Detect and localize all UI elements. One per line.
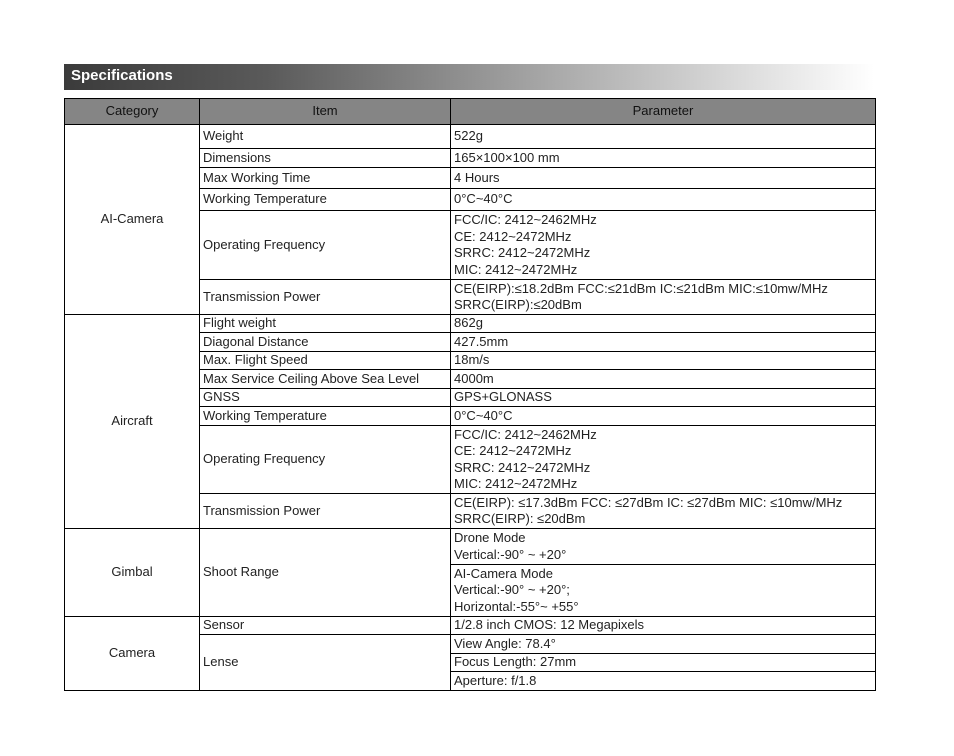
section-header-banner xyxy=(64,64,874,90)
column-header-parameter: Parameter xyxy=(451,99,876,125)
parameter-cell: 522g xyxy=(451,125,876,149)
parameter-cell: GPS+GLONASS xyxy=(451,389,876,407)
parameter-line: CE(EIRP):≤18.2dBm FCC:≤21dBm IC:≤21dBm MIC:≤10mw/MHz xyxy=(454,280,828,296)
item-cell: Flight weight xyxy=(200,315,451,333)
column-header-category: Category xyxy=(65,99,200,125)
parameter-line: Drone Mode xyxy=(454,530,526,545)
item-cell: Max. Flight Speed xyxy=(200,352,451,370)
parameter-cell: Aperture: f/1.8 xyxy=(451,672,876,691)
parameter-cell: 0°C~40°C xyxy=(451,189,876,211)
table-row xyxy=(65,315,876,333)
parameter-line: SRRC: 2412~2472MHz xyxy=(454,245,591,260)
parameter-cell xyxy=(451,529,876,565)
parameter-line: FCC/IC: 2412~2462MHz xyxy=(454,426,597,442)
column-header-item: Item xyxy=(200,99,451,125)
parameter-line: FCC/IC: 2412~2462MHz xyxy=(454,212,597,227)
section-title: Specifications xyxy=(71,67,173,84)
category-gimbal: Gimbal xyxy=(65,529,200,617)
parameter-cell xyxy=(451,426,876,494)
parameter-line: CE: 2412~2472MHz xyxy=(454,443,572,458)
item-cell: Transmission Power xyxy=(200,280,451,315)
table-row xyxy=(65,529,876,565)
item-cell: Sensor xyxy=(200,617,451,635)
parameter-cell xyxy=(451,494,876,529)
category-aircraft: Aircraft xyxy=(65,315,200,529)
parameter-line: AI-Camera Mode xyxy=(454,565,553,581)
table-row xyxy=(65,125,876,149)
parameter-cell: 165×100×100 mm xyxy=(451,149,876,168)
category-ai-camera: AI-Camera xyxy=(65,125,200,315)
specifications-table xyxy=(64,98,876,691)
item-cell: Working Temperature xyxy=(200,407,451,426)
parameter-cell: Focus Length: 27mm xyxy=(451,654,876,672)
parameter-cell: 0°C~40°C xyxy=(451,407,876,426)
table-row xyxy=(65,617,876,635)
parameter-cell xyxy=(451,211,876,280)
parameter-line: MIC: 2412~2472MHz xyxy=(454,476,578,491)
item-cell: Operating Frequency xyxy=(200,211,451,280)
item-cell: GNSS xyxy=(200,389,451,407)
parameter-cell: 4000m xyxy=(451,370,876,389)
item-cell: Lense xyxy=(200,635,451,691)
item-cell: Weight xyxy=(200,125,451,149)
parameter-cell: 4 Hours xyxy=(451,168,876,189)
item-cell: Shoot Range xyxy=(200,529,451,617)
parameter-cell: 427.5mm xyxy=(451,333,876,352)
parameter-cell xyxy=(451,565,876,617)
item-cell: Dimensions xyxy=(200,149,451,168)
parameter-cell xyxy=(451,280,876,315)
parameter-line: CE(EIRP): ≤17.3dBm FCC: ≤27dBm IC: ≤27dBm MIC: ≤10mw/MHz xyxy=(454,494,843,510)
parameter-line: Horizontal:-55°~ +55° xyxy=(454,598,579,614)
parameter-cell: 1/2.8 inch CMOS: 12 Megapixels xyxy=(451,617,876,635)
item-cell: Max Working Time xyxy=(200,168,451,189)
item-cell: Working Temperature xyxy=(200,189,451,211)
table-header-row xyxy=(65,99,876,125)
item-cell: Transmission Power xyxy=(200,494,451,529)
item-cell: Operating Frequency xyxy=(200,426,451,494)
parameter-line: SRRC(EIRP):≤20dBm xyxy=(454,297,582,312)
parameter-cell: 18m/s xyxy=(451,352,876,370)
parameter-line: SRRC(EIRP): ≤20dBm xyxy=(454,511,586,526)
parameter-line: MIC: 2412~2472MHz xyxy=(454,261,578,277)
parameter-line: Vertical:-90° ~ +20°; xyxy=(454,582,570,598)
parameter-line: CE: 2412~2472MHz xyxy=(454,228,572,244)
parameter-line: Vertical:-90° ~ +20° xyxy=(454,546,567,562)
item-cell: Max Service Ceiling Above Sea Level xyxy=(200,370,451,389)
parameter-cell: 862g xyxy=(451,315,876,333)
parameter-line: SRRC: 2412~2472MHz xyxy=(454,459,591,475)
parameter-cell: View Angle: 78.4° xyxy=(451,635,876,654)
item-cell: Diagonal Distance xyxy=(200,333,451,352)
category-camera: Camera xyxy=(65,617,200,691)
